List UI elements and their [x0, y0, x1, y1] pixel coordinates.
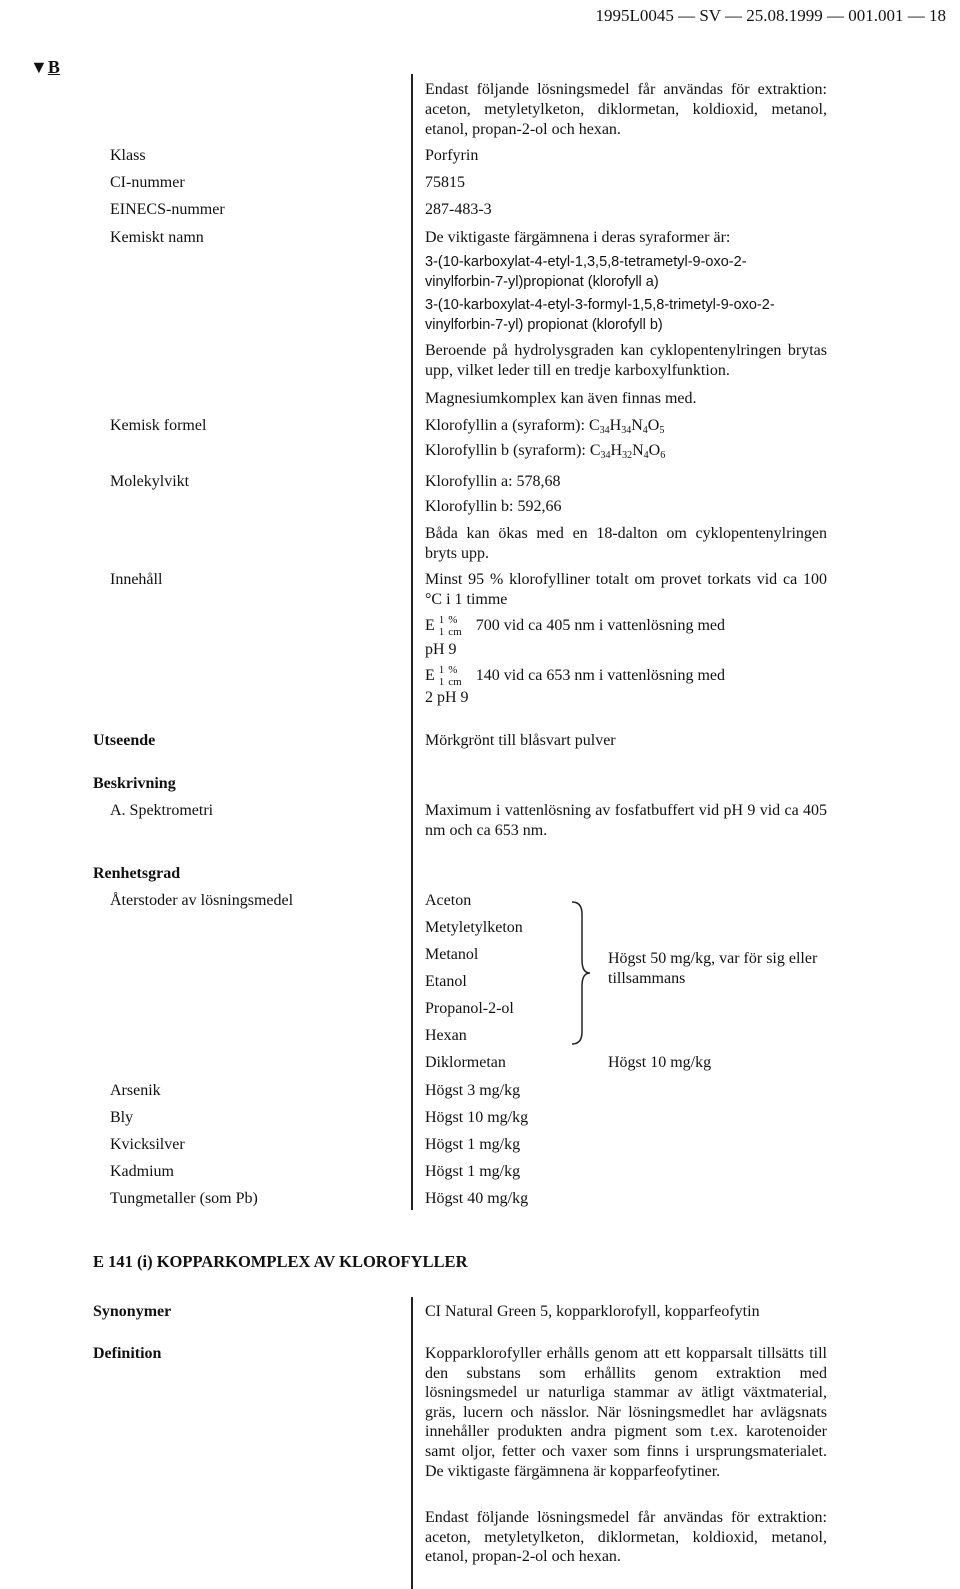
- extinction-line-2-cont: 2 pH 9: [425, 689, 469, 706]
- marker-letter: B: [47, 57, 60, 77]
- chemical-name-a: 3-(10-karboxylat-4-etyl-1,3,5,8-tetrametyl-9-oxo-2-vinylforbin-7-yl)propionat (klorofyll a): [425, 254, 747, 290]
- extinction-line-1-cont: pH 9: [425, 641, 457, 658]
- value-klass: Porfyrin: [425, 147, 479, 164]
- molvikt-a: Klorofyllin a: 578,68: [425, 473, 561, 490]
- solvent-intro-paragraph: Endast följande lösningsmedel får användas för extraktion: aceton, metyletylketon, diklormetan, koldioxid, metanol, etanol, propan-2-ol och hexan.: [425, 81, 827, 138]
- magnesium-note: Magnesiumkomplex kan även finnas med.: [425, 390, 697, 407]
- value-arsenik: Högst 3 mg/kg: [425, 1082, 521, 1099]
- column-divider: [411, 74, 413, 1210]
- solvent-item: Metanol: [425, 946, 479, 963]
- label-definition: Definition: [93, 1345, 162, 1362]
- value-einecs: 287-483-3: [425, 201, 492, 218]
- formula-a: Klorofyllin a (syraform): $C_{34}H_{34}N_4O_5$: [425, 417, 665, 436]
- definition-paragraph-1: Kopparklorofyller erhålls genom att ett kopparsalt tillsätts till den substans som erhållits genom extraktion med lösningsmedel ur naturliga stammar av ätligt växtmaterial, gräs, lucern och nässlor. När lösningsmedlet har avlägsnats innehåller produkten andra pigment som t.ex. karotenoider samt oljor, fetter och vaxer som finns i ursprungsmaterialet. De viktigaste färgämnena är kopparfeofytiner.: [425, 1345, 827, 1480]
- molvikt-note: Båda kan ökas med en 18-dalton om cyklopentenylringen bryts upp.: [425, 525, 827, 562]
- label-renhetsgrad: Renhetsgrad: [93, 865, 181, 882]
- curly-brace-icon: [568, 900, 592, 1046]
- solvent-item: Etanol: [425, 973, 467, 990]
- chemical-name-b: 3-(10-karboxylat-4-etyl-3-formyl-1,5,8-trimetyl-9-oxo-2-vinylforbin-7-yl) propionat (klorofyll b): [425, 297, 775, 333]
- solvent-item: Diklormetan: [425, 1054, 506, 1071]
- value-bly: Högst 10 mg/kg: [425, 1109, 529, 1126]
- label-ci-nummer: CI-nummer: [110, 174, 185, 191]
- solvent-item: Aceton: [425, 892, 472, 909]
- label-beskrivning: Beskrivning: [93, 775, 176, 792]
- value-kadmium: Högst 1 mg/kg: [425, 1163, 521, 1180]
- label-synonymer: Synonymer: [93, 1303, 172, 1320]
- extinction-line-1: E 1 1 % cm 700 vid ca 405 nm i vattenlösning med: [425, 614, 726, 639]
- value-kvicksilver: Högst 1 mg/kg: [425, 1136, 521, 1153]
- section-title: E 141 (i) KOPPARKOMPLEX AV KLOROFYLLER: [93, 1252, 468, 1271]
- label-bly: Bly: [110, 1109, 134, 1126]
- diklormetan-limit: Högst 10 mg/kg: [608, 1054, 712, 1071]
- label-aterstoder: Återstoder av lösningsmedel: [110, 892, 294, 909]
- label-klass: Klass: [110, 147, 146, 164]
- label-kemiskt-namn: Kemiskt namn: [110, 229, 204, 246]
- label-spektrometri: A. Spektrometri: [110, 802, 214, 819]
- formula-b: Klorofyllin b (syraform): $C_{34}H_{32}N_4O_6$: [425, 442, 666, 461]
- label-arsenik: Arsenik: [110, 1082, 161, 1099]
- label-einecs: EINECS-nummer: [110, 201, 225, 218]
- kemiskt-namn-intro: De viktigaste färgämnena i deras syraformer är:: [425, 229, 731, 246]
- solvent-item: Hexan: [425, 1027, 467, 1044]
- definition-paragraph-2: Endast följande lösningsmedel får användas för extraktion: aceton, metyletylketon, diklormetan, koldioxid, metanol, etanol, propan-2-ol och hexan.: [425, 1509, 827, 1566]
- down-triangle-icon: ▼: [30, 57, 48, 77]
- label-utseende: Utseende: [93, 732, 156, 749]
- label-kadmium: Kadmium: [110, 1163, 174, 1180]
- value-utseende: Mörkgrönt till blåsvart pulver: [425, 732, 616, 749]
- label-tungmetaller: Tungmetaller (som Pb): [110, 1190, 258, 1207]
- label-kvicksilver: Kvicksilver: [110, 1136, 185, 1153]
- solvent-group-limit: Högst 50 mg/kg, var för sig eller tillsammans: [608, 950, 818, 987]
- hydrolysis-note: Beroende på hydrolysgraden kan cyklopentenylringen brytas upp, vilket leder till en tredje karboxylfunktion.: [425, 342, 827, 379]
- molvikt-b: Klorofyllin b: 592,66: [425, 498, 562, 515]
- label-innehall: Innehåll: [110, 571, 163, 588]
- solvent-item: Metyletylketon: [425, 919, 523, 936]
- value-ci-nummer: 75815: [425, 174, 465, 191]
- amendment-marker: [30, 57, 60, 77]
- label-molekylvikt: Molekylvikt: [110, 473, 190, 490]
- value-spektrometri: Maximum i vattenlösning av fosfatbuffert vid pH 9 vid ca 405 nm och ca 653 nm.: [425, 802, 827, 839]
- extinction-line-2: E 1 1 % cm 140 vid ca 653 nm i vattenlösning med: [425, 664, 726, 689]
- label-kemisk-formel: Kemisk formel: [110, 417, 207, 434]
- solvent-item: Propanol-2-ol: [425, 1000, 514, 1017]
- innehall-text: Minst 95 % klorofylliner totalt om provet torkats vid ca 100 °C i 1 timme: [425, 571, 827, 608]
- value-synonymer: CI Natural Green 5, kopparklorofyll, kopparfeofytin: [425, 1303, 760, 1320]
- value-tungmetaller: Högst 40 mg/kg: [425, 1190, 529, 1207]
- column-divider: [411, 1297, 413, 1589]
- document-reference: 1995L0045 — SV — 25.08.1999 — 001.001 — 18: [595, 6, 946, 25]
